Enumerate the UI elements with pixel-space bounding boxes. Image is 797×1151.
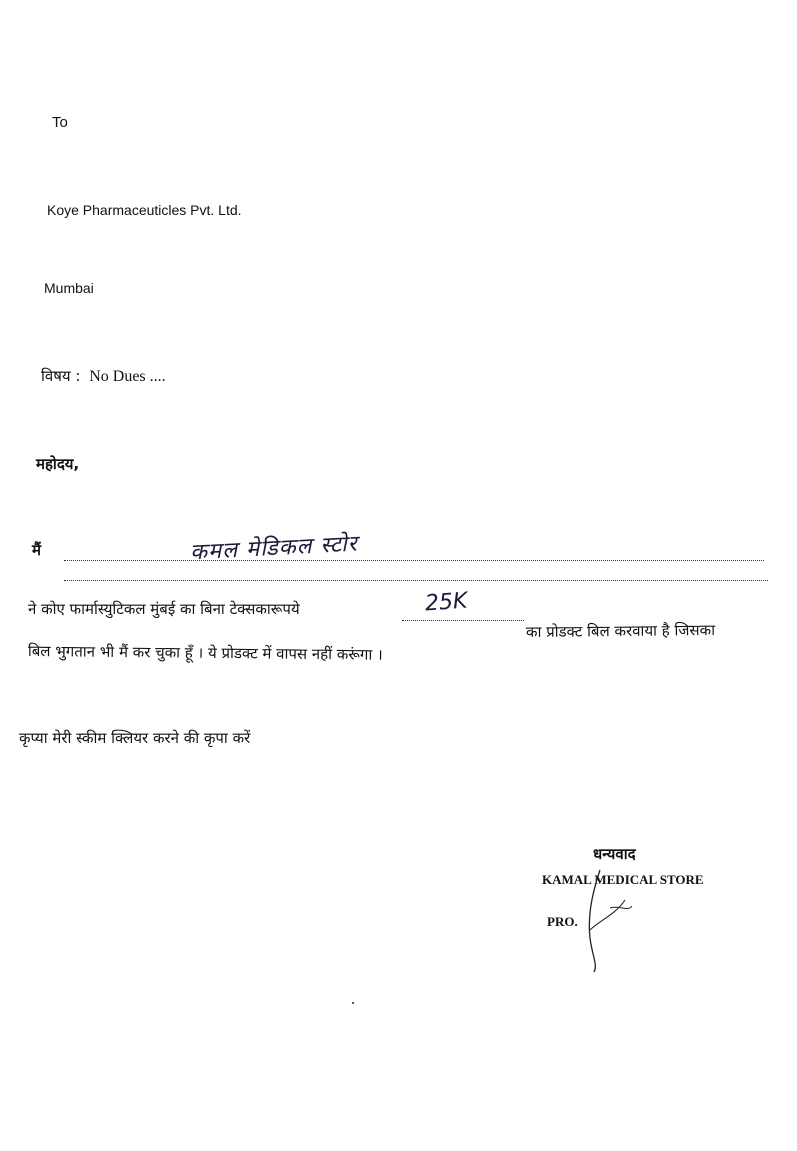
to-label: To xyxy=(52,114,68,131)
body-line-1 xyxy=(28,599,300,619)
handwritten-store-name: कमल मेडिकल स्टोर xyxy=(189,531,359,566)
speck xyxy=(352,1002,354,1004)
city-name: Mumbai xyxy=(44,280,94,296)
subject-line xyxy=(41,366,166,386)
name-fill-line xyxy=(64,560,764,561)
salutation: महोदय, xyxy=(36,455,80,473)
store-name: KAMAL MEDICAL STORE xyxy=(542,872,704,887)
body-part-2: का प्रोडक्ट बिल करवाया है जिसका xyxy=(525,621,716,641)
subject-label: विषय : xyxy=(41,367,81,385)
subject-text: No Dues .... xyxy=(89,368,166,385)
pro-label: PRO. xyxy=(547,914,578,929)
i-label: मैं xyxy=(32,541,41,559)
body-part-1: ने कोए फार्मास्युटिकल मुंबई का बिना टेक्सकारूपये xyxy=(28,600,300,618)
request-line: कृप्या मेरी स्कीम क्लियर करने की कृपा करें xyxy=(19,729,251,747)
thanks: धन्यवाद xyxy=(593,845,636,863)
name-fill-line-2 xyxy=(64,580,768,581)
amount-fill-line xyxy=(402,620,524,621)
body-line-2: बिल भुगतान भी मैं कर चुका हूँ । ये प्रोडक्ट में वापस नहीं करूंगा । xyxy=(27,641,383,664)
company-name: Koye Pharmaceuticles Pvt. Ltd. xyxy=(47,202,242,218)
signature xyxy=(570,860,650,980)
handwritten-amount: 25K xyxy=(424,588,469,617)
